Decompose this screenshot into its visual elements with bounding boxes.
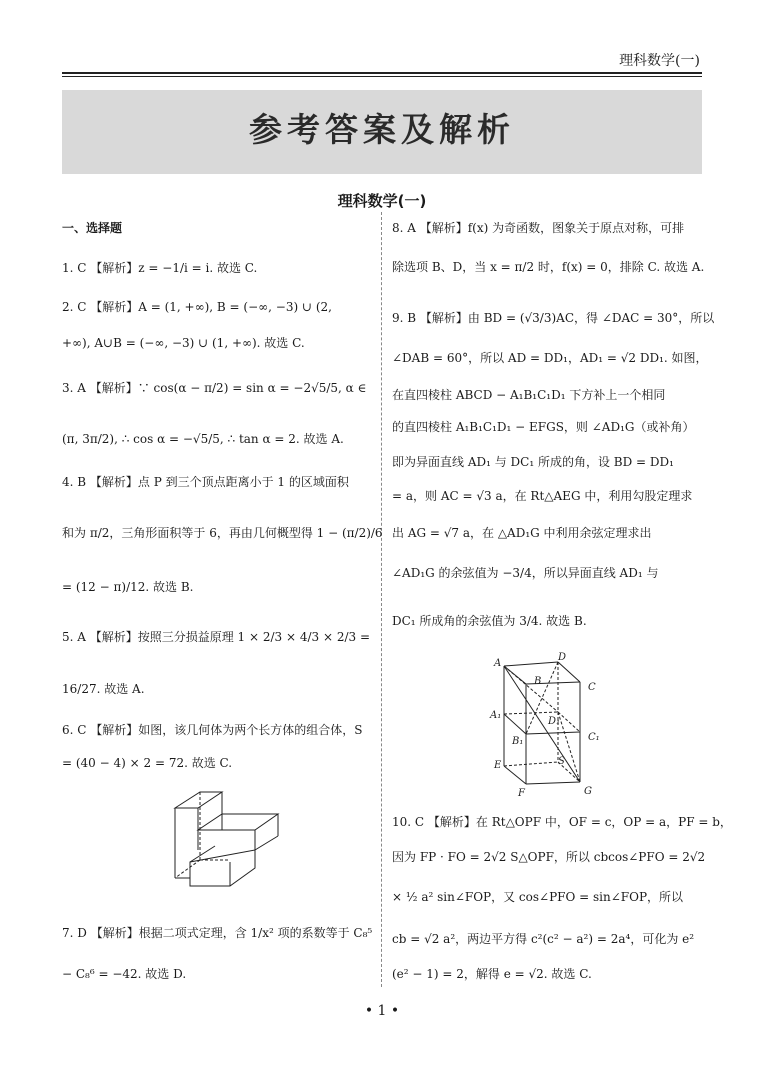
answer-line: 2. C 【解析】A = (1, +∞), B = (−∞, −3) ∪ (2,	[62, 300, 332, 314]
answer-line: 7. D 【解析】根据二项式定理，含 1/x² 项的系数等于 C₈⁵	[62, 926, 373, 940]
page-number: • 1 •	[364, 1003, 400, 1019]
vertex-label: F	[518, 788, 525, 799]
header-rule-thin	[62, 76, 702, 77]
vertex-label: A	[494, 658, 502, 669]
answer-line: 8. A 【解析】f(x) 为奇函数，图象关于原点对称，可排	[392, 221, 685, 235]
answer-line: (π, 3π/2), ∴ cos α = −√5/5, ∴ tan α = 2. 故选 A.	[62, 432, 344, 446]
answer-line: 因为 FP · FO = 2√2 S△OPF，所以 cbcos∠PFO = 2√2	[392, 850, 706, 864]
answer-line: ∠AD₁G 的余弦值为 −3/4，所以异面直线 AD₁ 与	[392, 566, 659, 580]
vertex-label: D	[558, 652, 567, 663]
vertex-label: D₁	[548, 716, 561, 727]
composite-cuboid-figure	[160, 790, 280, 902]
vertex-label: B	[534, 676, 542, 687]
vertex-label: S	[558, 756, 565, 767]
answer-line: 除选项 B、D，当 x = π/2 时，f(x) = 0，排除 C. 故选 A.	[392, 260, 705, 274]
answer-line: 的直四棱柱 A₁B₁C₁D₁ − EFGS，则 ∠AD₁G（或补角）	[392, 420, 695, 434]
answer-line: − C₈⁶ = −42. 故选 D.	[62, 967, 187, 981]
section-heading: 一、选择题	[62, 221, 123, 235]
vertex-label: C	[588, 682, 596, 693]
answer-line: 6. C 【解析】如图，该几何体为两个长方体的组合体，S	[62, 723, 363, 737]
section-subtitle: 理科数学(一)	[337, 192, 427, 210]
vertex-label: A₁	[490, 710, 502, 721]
answer-line: 3. A 【解析】∵ cos(α − π/2) = sin α = −2√5/5, α ∈	[62, 381, 367, 395]
vertex-label: E	[494, 760, 502, 771]
answer-line: 9. B 【解析】由 BD = (√3/3)AC，得 ∠DAC = 30°，所以	[392, 311, 715, 325]
answer-line: cb = √2 a²，两边平方得 c²(c² − a²) = 2a⁴，可化为 e²	[392, 932, 695, 946]
vertex-label: G	[584, 786, 592, 797]
answer-line: × ½ a² sin∠FOP，又 cos∠PFO = sin∠FOP，所以	[392, 890, 684, 904]
answer-line: 5. A 【解析】按照三分损益原理 1 × 2/3 × 4/3 × 2/3 =	[62, 630, 371, 644]
answer-line: 4. B 【解析】点 P 到三个顶点距离小于 1 的区域面积	[62, 475, 349, 489]
answer-line: +∞), A∪B = (−∞, −3) ∪ (1, +∞). 故选 C.	[62, 336, 305, 350]
answer-line: 和为 π/2，三角形面积等于 6，再由几何概型得 1 − (π/2)/6	[62, 526, 383, 540]
answer-line: (e² − 1) = 2，解得 e = √2. 故选 C.	[392, 967, 592, 981]
answer-line: = (12 − π)/12. 故选 B.	[62, 580, 194, 594]
column-divider	[381, 212, 382, 987]
title-banner	[62, 90, 702, 174]
answer-line: 在直四棱柱 ABCD − A₁B₁C₁D₁ 下方补上一个相同	[392, 388, 666, 402]
vertex-label: B₁	[512, 736, 524, 747]
answer-line: 出 AG = √7 a，在 △AD₁G 中利用余弦定理求出	[392, 526, 652, 540]
answer-line: DC₁ 所成角的余弦值为 3/4. 故选 B.	[392, 614, 587, 628]
header-title: 理科数学(一)	[619, 53, 700, 69]
answer-line: 16/27. 故选 A.	[62, 682, 145, 696]
answer-line: 即为异面直线 AD₁ 与 DC₁ 所成的角，设 BD = DD₁	[392, 455, 674, 469]
answer-line: ∠DAB = 60°，所以 AD = DD₁，AD₁ = √2 DD₁. 如图，	[392, 351, 708, 365]
header-rule-thick	[62, 72, 702, 74]
vertex-label: C₁	[588, 732, 600, 743]
prism-figure	[488, 652, 608, 800]
banner-title: 参考答案及解析	[249, 110, 515, 149]
answer-line: = a，则 AC = √3 a，在 Rt△AEG 中，利用勾股定理求	[392, 489, 693, 503]
answer-line: 1. C 【解析】z = −1/i = i. 故选 C.	[62, 261, 258, 275]
answer-line: 10. C 【解析】在 Rt△OPF 中，OF = c，OP = a，PF = b，	[392, 815, 732, 829]
answer-line: = (40 − 4) × 2 = 72. 故选 C.	[62, 756, 233, 770]
